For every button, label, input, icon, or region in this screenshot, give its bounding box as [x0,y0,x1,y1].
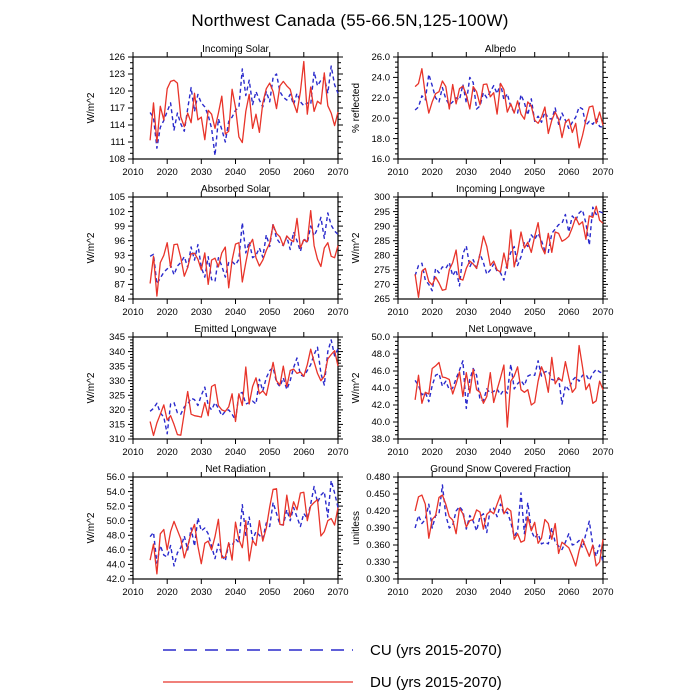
x-tick-label: 2020 [421,447,443,458]
x-tick-label: 2020 [421,167,443,178]
y-tick-label: 24.0 [371,72,390,84]
y-tick-label: 90 [114,265,125,277]
y-tick-label: 56.0 [106,472,125,484]
y-tick-label: 0.390 [366,523,390,535]
y-tick-label: 335 [109,361,125,373]
y-tick-label: 48.0 [371,349,390,361]
y-tick-label: 44.0 [106,559,125,571]
y-tick-label: 52.0 [106,501,125,513]
chart-title: Incoming Longwave [456,184,545,195]
chart-title: Net Radiation [205,464,266,475]
chart-title: Emitted Longwave [194,324,277,335]
y-tick-label: 84 [114,294,125,306]
chart-emitted-longwave [83,321,350,461]
x-tick-label: 2030 [190,587,212,598]
x-tick-label: 2020 [156,447,178,458]
y-tick-label: 330 [109,375,125,387]
x-tick-label: 2060 [558,307,580,318]
y-tick-label: 93 [114,250,125,262]
x-tick-label: 2010 [122,447,144,458]
x-tick-label: 2040 [489,447,512,458]
x-tick-label: 2010 [387,167,409,178]
chart-svg [83,461,350,601]
y-tick-label: 42.0 [106,574,125,586]
chart-absorbed-solar [83,181,350,321]
plot-frame [398,57,603,159]
x-tick-label: 2060 [293,447,315,458]
x-tick-label: 2030 [455,307,477,318]
y-tick-label: 38.0 [371,434,390,446]
du-solid-line-sample [162,677,354,687]
chart-title: Albedo [484,44,517,55]
y-tick-label: 16.0 [371,154,390,166]
y-tick-label: 50.0 [371,332,390,344]
cu-dashed-line-sample [162,645,354,655]
series-line-du [150,489,338,574]
y-tick-label: 126 [109,52,125,64]
chart-title: Absorbed Solar [201,184,270,195]
y-tick-label: 44.0 [371,383,390,395]
y-tick-label: 270 [374,279,390,291]
x-tick-label: 2060 [558,167,580,178]
legend-item-du [162,671,502,693]
chart-albedo [348,41,615,181]
x-tick-label: 2070 [327,587,349,598]
y-tick-label: 265 [374,294,390,306]
x-tick-label: 2040 [489,167,512,178]
y-tick-label: 40.0 [371,417,390,429]
x-tick-label: 2060 [558,447,580,458]
x-tick-label: 2050 [524,447,546,458]
y-axis-label: unitless [351,511,362,545]
y-axis-label: W/m^2 [351,372,362,404]
x-tick-label: 2030 [455,167,477,178]
x-tick-label: 2030 [190,447,212,458]
chart-incoming-longwave [348,181,615,321]
x-tick-label: 2030 [455,447,477,458]
x-tick-label: 2020 [156,307,178,318]
chart-svg [83,321,350,461]
legend-item-cu [162,639,502,661]
x-tick-label: 2060 [293,587,315,598]
y-tick-label: 46.0 [106,545,125,557]
y-tick-label: 290 [374,221,390,233]
chart-incoming-solar [83,41,350,181]
chart-svg [348,461,615,601]
y-tick-label: 345 [109,332,125,344]
y-tick-label: 0.450 [366,489,390,501]
x-tick-label: 2040 [489,587,512,598]
y-tick-label: 123 [109,69,125,81]
x-tick-label: 2010 [387,447,409,458]
x-tick-label: 2030 [455,587,477,598]
x-tick-label: 2040 [224,167,247,178]
x-tick-label: 2040 [224,447,247,458]
chart-title: Ground Snow Covered Fraction [430,464,571,475]
chart-svg [83,181,350,321]
series-line-du [150,211,338,297]
y-tick-label: 102 [109,206,125,218]
x-tick-label: 2010 [387,587,409,598]
chart-svg [348,181,615,321]
x-tick-label: 2020 [421,587,443,598]
x-tick-label: 2040 [224,587,247,598]
series-line-du [415,495,603,566]
x-tick-label: 2060 [293,307,315,318]
x-tick-label: 2050 [524,307,546,318]
y-tick-label: 120 [109,86,125,98]
y-tick-label: 340 [109,346,125,358]
y-tick-label: 0.330 [366,557,390,569]
chart-svg [348,321,615,461]
y-axis-label: W/m^2 [86,232,97,264]
chart-svg [83,41,350,181]
y-tick-label: 108 [109,154,125,166]
chart-ground-snow-covered-fraction [348,461,615,601]
chart-net-longwave [348,321,615,461]
plot-frame [398,477,603,579]
y-tick-label: 0.420 [366,506,390,518]
y-axis-label: W/m^2 [86,372,97,404]
x-tick-label: 2050 [259,587,281,598]
x-tick-label: 2070 [327,447,349,458]
y-tick-label: 20.0 [371,113,390,125]
chart-title: Net Longwave [468,324,533,335]
x-tick-label: 2070 [327,307,349,318]
y-tick-label: 99 [114,221,125,233]
y-tick-label: 50.0 [106,515,125,527]
chart-svg [348,41,615,181]
y-tick-label: 280 [374,250,390,262]
y-tick-label: 26.0 [371,52,390,64]
x-tick-label: 2060 [293,167,315,178]
y-axis-label: % reflected [351,82,362,134]
y-axis-label: W/m^2 [86,92,97,124]
chart-title: Incoming Solar [202,44,269,55]
legend-label-du: DU (yrs 2015-2070) [370,673,502,691]
x-tick-label: 2010 [122,307,144,318]
series-line-du [150,62,338,143]
x-tick-label: 2050 [259,167,281,178]
x-tick-label: 2070 [327,167,349,178]
y-tick-label: 48.0 [106,530,125,542]
x-tick-label: 2070 [592,167,614,178]
y-tick-label: 46.0 [371,366,390,378]
plot-frame [398,337,603,439]
y-tick-label: 111 [110,137,125,149]
y-tick-label: 275 [374,265,390,277]
y-tick-label: 325 [109,390,125,402]
series-line-du [415,346,603,428]
x-tick-label: 2060 [558,587,580,598]
page-title: Northwest Canada (55-66.5N,125-100W) [191,11,509,30]
y-tick-label: 114 [109,120,125,132]
y-tick-label: 295 [374,206,390,218]
series-line-cu [150,481,338,566]
y-tick-label: 54.0 [106,486,125,498]
y-tick-label: 0.480 [366,472,390,484]
x-tick-label: 2070 [592,447,614,458]
y-tick-label: 310 [109,434,125,446]
x-tick-label: 2020 [156,587,178,598]
y-tick-label: 285 [374,235,390,247]
chart-net-radiation [83,461,350,601]
x-tick-label: 2070 [592,307,614,318]
series-line-du [415,206,603,297]
y-tick-label: 105 [109,192,125,204]
legend-label-cu: CU (yrs 2015-2070) [370,641,502,659]
y-tick-label: 22.0 [371,93,390,104]
y-axis-label: W/m^2 [86,512,97,544]
y-tick-label: 320 [109,405,125,417]
y-tick-label: 117 [109,103,125,115]
x-tick-label: 2050 [259,447,281,458]
x-tick-label: 2040 [224,307,247,318]
x-tick-label: 2020 [421,307,443,318]
y-tick-label: 0.300 [366,574,390,586]
x-tick-label: 2040 [489,307,512,318]
x-tick-label: 2030 [190,167,212,178]
series-line-cu [150,66,338,156]
y-tick-label: 18.0 [371,133,390,145]
x-tick-label: 2010 [122,587,144,598]
plot-frame [133,197,338,299]
x-tick-label: 2050 [524,167,546,178]
x-tick-label: 2020 [156,167,178,178]
x-tick-label: 2010 [387,307,409,318]
series-line-du [150,349,338,435]
y-tick-label: 87 [114,279,125,291]
y-tick-label: 315 [109,419,125,431]
y-tick-label: 0.360 [366,540,390,552]
series-line-du [415,69,603,148]
y-tick-label: 96 [114,235,125,247]
y-tick-label: 42.0 [371,400,390,412]
y-axis-label: W/m^2 [351,232,362,264]
x-tick-label: 2030 [190,307,212,318]
x-tick-label: 2050 [524,587,546,598]
x-tick-label: 2010 [122,167,144,178]
plot-frame [133,337,338,439]
y-tick-label: 300 [374,192,390,204]
x-tick-label: 2070 [592,587,614,598]
x-tick-label: 2050 [259,307,281,318]
